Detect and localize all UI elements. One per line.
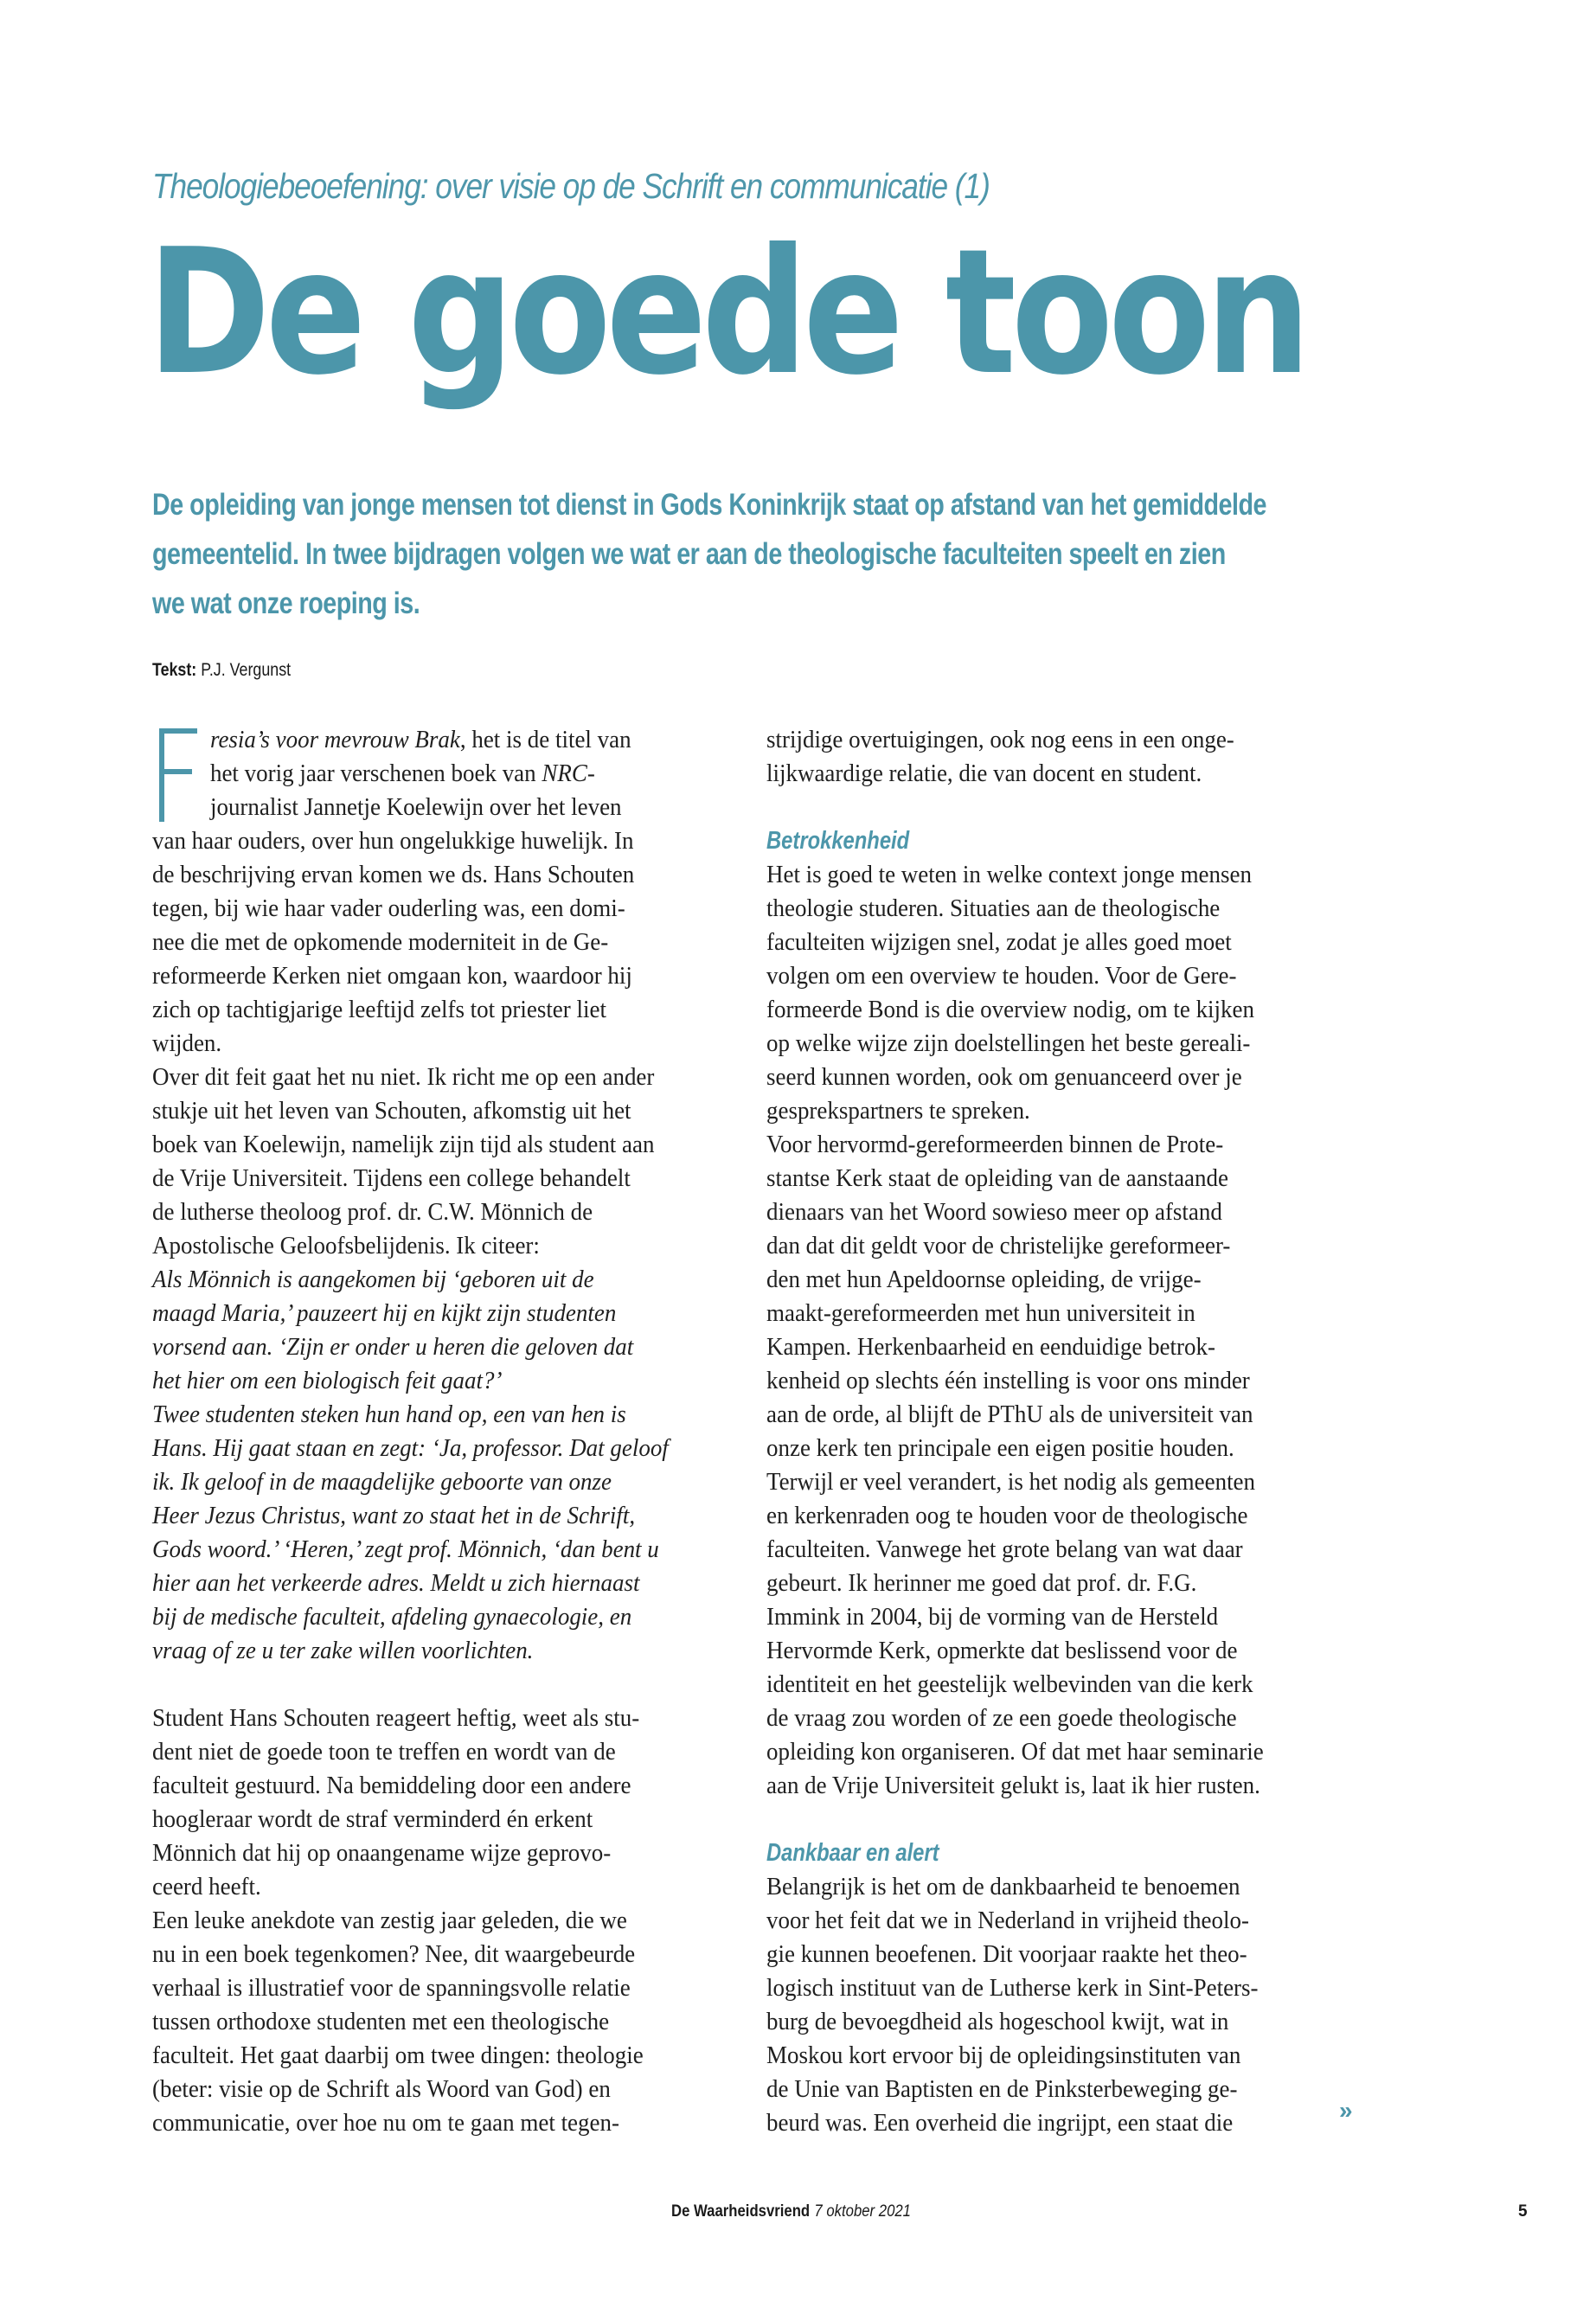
body-text-line: den met hun Apeldoornse opleiding, de vrijge- xyxy=(766,1266,1202,1293)
section-heading: Betrokkenheid xyxy=(766,827,910,855)
body-text-line: Terwijl er veel verandert, is het nodig als gemeenten xyxy=(766,1468,1256,1496)
body-text-line: Voor hervormd-gereformeerden binnen de Prote- xyxy=(766,1131,1224,1158)
body-text-line: opleiding kon organiseren. Of dat met haar seminarie xyxy=(766,1738,1264,1766)
body-text-line: faculteit. Het gaat daarbij om twee dingen: theologie xyxy=(152,2041,644,2069)
byline-label: Tekst: xyxy=(152,660,197,680)
body-text-line: lijkwaardige relatie, die van docent en student. xyxy=(766,760,1202,787)
body-text-line: Apostolische Geloofsbelijdenis. Ik citeer: xyxy=(152,1232,540,1259)
body-text-line: het hier om een biologisch feit gaat?’ xyxy=(152,1367,503,1394)
body-text-line: verhaal is illustratief voor de spanningsvolle relatie xyxy=(152,1974,631,2002)
body-text-line: stukje uit het leven van Schouten, afkomstig uit het xyxy=(152,1097,631,1125)
byline-author: P.J. Vergunst xyxy=(201,660,292,680)
body-text-line: theologie studeren. Situaties aan de theologische xyxy=(766,894,1221,922)
body-text-line: identiteit en het geestelijk welbevinden van die kerk xyxy=(766,1670,1253,1698)
lead-line: we wat onze roeping is. xyxy=(152,586,420,620)
body-text-line: vraag of ze u ter zake willen voorlichten. xyxy=(152,1637,534,1664)
body-text-line: zich op tachtigjarige leeftijd zelfs tot priester liet xyxy=(152,996,606,1023)
body-text-line: seerd kunnen worden, ook om genuanceerd over je xyxy=(766,1063,1242,1091)
body-text-line: tegen, bij wie haar vader ouderling was, een domi- xyxy=(152,894,625,922)
body-text-line: de Vrije Universiteit. Tijdens een college behandelt xyxy=(152,1164,631,1192)
body-text-line: Hervormde Kerk, opmerkte dat beslissend voor de xyxy=(766,1637,1238,1664)
body-text-line: volgen om een overview te houden. Voor de Gere- xyxy=(766,962,1237,990)
body-text-line: de vraag zou worden of ze een goede theologische xyxy=(766,1704,1237,1732)
body-text-line: de Unie van Baptisten en de Pinksterbeweging ge- xyxy=(766,2075,1238,2103)
page-footer xyxy=(671,2202,911,2221)
body-text-line: aan de orde, al blijft de PThU als de universiteit van xyxy=(766,1400,1253,1428)
body-text-line: dienaars van het Woord sowieso meer op afstand xyxy=(766,1198,1222,1226)
body-text-line: gesprekspartners te spreken. xyxy=(766,1097,1030,1125)
article-title: De goede toon xyxy=(147,212,1306,413)
section-heading: Dankbaar en alert xyxy=(766,1839,939,1867)
body-text-line: Moskou kort ervoor bij de opleidingsinstituten van xyxy=(766,2041,1241,2069)
body-text-line: onze kerk ten principale een eigen positie houden. xyxy=(766,1434,1234,1462)
body-text-line: logisch instituut van de Lutherse kerk in Sint-Peters- xyxy=(766,1974,1259,2002)
body-text-line: het vorig jaar verschenen boek van NRC- xyxy=(209,760,595,787)
body-text-line: op welke wijze zijn doelstellingen het beste gereali- xyxy=(766,1029,1251,1057)
body-text-line: (beter: visie op de Schrift als Woord van God) en xyxy=(152,2075,611,2103)
body-text-line: Heer Jezus Christus, want zo staat het in de Schrift, xyxy=(152,1502,636,1529)
body-text-line: communicatie, over hoe nu om te gaan met tegen- xyxy=(152,2109,619,2137)
paragraph-gap xyxy=(766,1803,1337,1836)
lead-line: De opleiding van jonge mensen tot dienst in Gods Koninkrijk staat op afstand van het gemiddelde xyxy=(152,488,1267,522)
body-text-line: gie kunnen beoefenen. Dit voorjaar raakte het theo- xyxy=(766,1940,1247,1968)
body-text-line: vorsend aan. ‘Zijn er onder u heren die geloven dat xyxy=(152,1333,634,1361)
byline xyxy=(152,660,291,681)
body-text-line: dan dat dit geldt voor de christelijke gereformeer- xyxy=(766,1232,1231,1259)
body-text-line: maakt-gereformeerden met hun universiteit in xyxy=(766,1299,1195,1327)
body-text-line: reformeerde Kerken niet omgaan kon, waardoor hij xyxy=(152,962,632,990)
body-text-line: Een leuke anekdote van zestig jaar geleden, die we xyxy=(152,1907,627,1934)
issue-date: 7 oktober 2021 xyxy=(814,2202,911,2221)
article-kicker: Theologiebeoefening: over visie op de Schrift en communicatie (1) xyxy=(152,166,990,206)
body-text-line: hoogleraar wordt de straf verminderd én erkent xyxy=(152,1805,593,1833)
body-text-line: strijdige overtuigingen, ook nog eens in een onge- xyxy=(766,726,1234,753)
body-text-line: gebeurt. Ik herinner me goed dat prof. dr. F.G. xyxy=(766,1569,1197,1597)
body-text-line: en kerkenraden oog te houden voor de theologische xyxy=(766,1502,1248,1529)
body-text-line: nee die met de opkomende moderniteit in de Ge- xyxy=(152,928,609,956)
continue-arrow-icon: » xyxy=(1339,2097,1353,2124)
body-text-line: Kampen. Herkenbaarheid en eenduidige betrok- xyxy=(766,1333,1215,1361)
body-text-line: nu in een boek tegenkomen? Nee, dit waargebeurde xyxy=(152,1940,636,1968)
body-text-line: de lutherse theoloog prof. dr. C.W. Mönnich de xyxy=(152,1198,593,1226)
body-text-line: Hans. Hij gaat staan en zegt: ‘Ja, professor. Dat geloof xyxy=(152,1434,669,1462)
body-text-line: Belangrijk is het om de dankbaarheid te benoemen xyxy=(766,1873,1240,1900)
body-text-line: ceerd heeft. xyxy=(152,1873,261,1900)
body-text-line: de beschrijving ervan komen we ds. Hans Schouten xyxy=(152,861,635,888)
body-text-line: voor het feit dat we in Nederland in vrijheid theolo- xyxy=(766,1907,1249,1934)
body-text-line: kenheid op slechts één instelling is voor ons minder xyxy=(766,1367,1250,1394)
page-number: 5 xyxy=(1518,2202,1528,2221)
body-text-line: burg de bevoegdheid als hogeschool kwijt, wat in xyxy=(766,2008,1229,2035)
body-text-line: ik. Ik geloof in de maagdelijke geboorte van onze xyxy=(152,1468,612,1496)
body-text-line: maagd Maria,’ pauzeert hij en kijkt zijn studenten xyxy=(152,1299,617,1327)
body-text-line: Het is goed te weten in welke context jonge mensen xyxy=(766,861,1252,888)
body-text-line: journalist Jannetje Koelewijn over het leven xyxy=(209,793,622,821)
body-text-line: Gods woord.’ ‘Heren,’ zegt prof. Mönnich, ‘dan bent u xyxy=(152,1535,659,1563)
body-text-line: faculteit gestuurd. Na bemiddeling door een andere xyxy=(152,1772,631,1799)
body-text-line: Over dit feit gaat het nu niet. Ik richt me op een ander xyxy=(152,1063,655,1091)
paragraph-gap xyxy=(766,791,1337,824)
body-text-line: beurd was. Een overheid die ingrijpt, een staat die xyxy=(766,2109,1234,2137)
body-text-line: bij de medische faculteit, afdeling gynaecologie, en xyxy=(152,1603,632,1631)
body-text-line: resia’s voor mevrouw Brak, het is de titel van xyxy=(209,726,631,753)
body-text-line: van haar ouders, over hun ongelukkige huwelijk. In xyxy=(152,827,634,855)
article-lead xyxy=(152,480,1511,628)
body-text-line: faculteiten wijzigen snel, zodat je alles goed moet xyxy=(766,928,1232,956)
publication-name: De Waarheidsvriend xyxy=(671,2202,811,2221)
body-text-line: Twee studenten steken hun hand op, een van hen is xyxy=(152,1400,626,1428)
body-text-line: Mönnich dat hij op onaangename wijze geprovo- xyxy=(152,1839,612,1867)
body-text-line: faculteiten. Vanwege het grote belang van wat daar xyxy=(766,1535,1243,1563)
body-text-line: Immink in 2004, bij de vorming van de Hersteld xyxy=(766,1603,1219,1631)
body-text-line: Als Mönnich is aangekomen bij ‘geboren uit de xyxy=(152,1266,594,1293)
body-text-line: tussen orthodoxe studenten met een theologische xyxy=(152,2008,610,2035)
lead-line: gemeentelid. In twee bijdragen volgen we wat er aan de theologische faculteiten speelt en zien xyxy=(152,537,1226,571)
article-column-left xyxy=(152,723,706,2140)
body-text-line: dent niet de goede toon te treffen en wordt van de xyxy=(152,1738,616,1766)
paragraph-gap xyxy=(152,1668,706,1702)
body-text-line: hier aan het verkeerde adres. Meldt u zich hiernaast xyxy=(152,1569,640,1597)
body-text-line: wijden. xyxy=(152,1029,222,1057)
body-text-line: aan de Vrije Universiteit gelukt is, laat ik hier rusten. xyxy=(766,1772,1260,1799)
body-text-line: formeerde Bond is die overview nodig, om te kijken xyxy=(766,996,1254,1023)
body-text-line: boek van Koelewijn, namelijk zijn tijd als student aan xyxy=(152,1131,655,1158)
body-text-line: stantse Kerk staat de opleiding van de aanstaande xyxy=(766,1164,1228,1192)
body-text-line: Student Hans Schouten reageert heftig, weet als stu- xyxy=(152,1704,640,1732)
article-column-right xyxy=(766,723,1337,2140)
